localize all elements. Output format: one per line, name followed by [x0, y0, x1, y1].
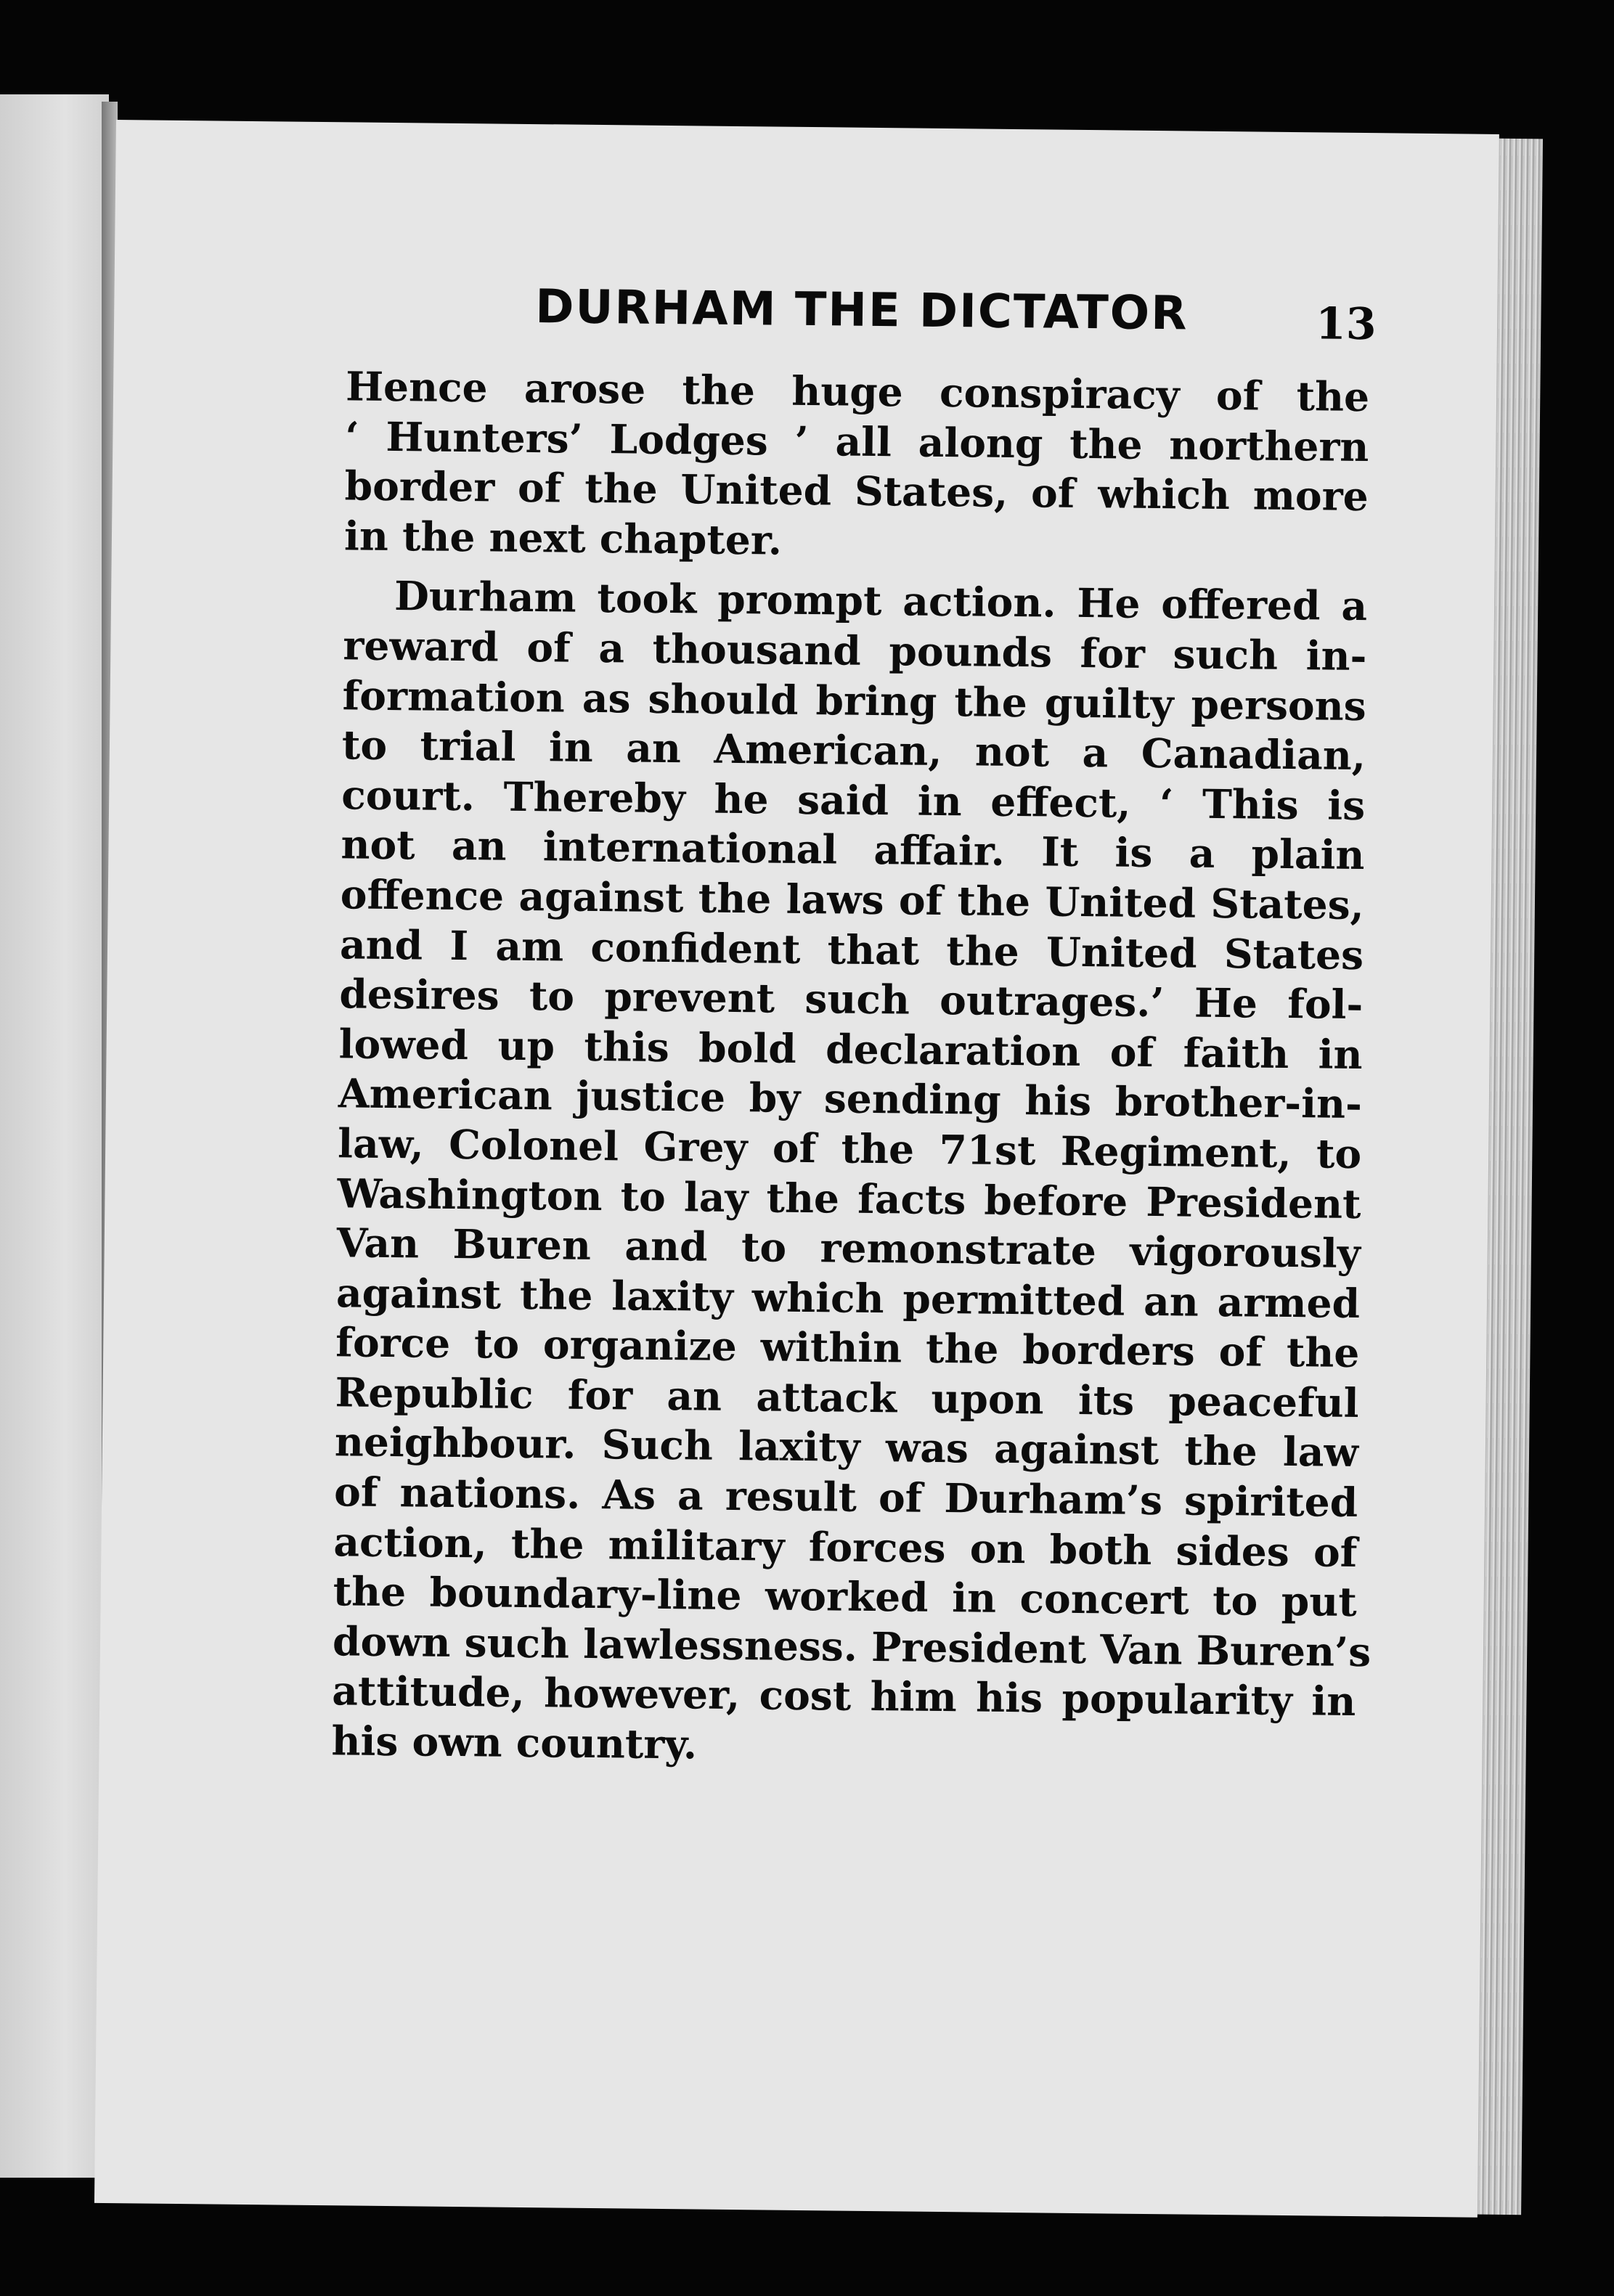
text-line: desires to prevent such outrages.’ He fol- — [339, 970, 1364, 1029]
text-line: of nations. As a result of Durham’s spirited — [333, 1468, 1358, 1527]
text-line: Washington to lay the facts before President — [337, 1169, 1361, 1227]
text-line: the boundary-line worked in concert to put — [333, 1567, 1358, 1626]
text-line: court. Thereby he said in effect, ‘ This is — [341, 771, 1366, 829]
text-line: reward of a thousand pounds for such in- — [343, 621, 1367, 680]
text-line: ‘ Hunters’ Lodges ’ all along the northern — [345, 412, 1369, 470]
text-line: action, the military forces on both sides of — [333, 1517, 1358, 1576]
text-line: force to organize within the borders of the — [335, 1318, 1360, 1377]
text-line: his own country. — [331, 1717, 698, 1768]
text-line: lowed up this bold declaration of faith in — [338, 1020, 1363, 1078]
facing-page-edge — [0, 94, 109, 2178]
text-line: law, Colonel Grey of the 71st Regiment, to — [337, 1119, 1362, 1177]
paragraph — [331, 571, 1372, 1777]
page-number: 13 — [1315, 298, 1377, 351]
text-line: American justice by sending his brother-in- — [338, 1069, 1363, 1128]
paragraph — [344, 361, 1370, 571]
book-page — [94, 120, 1499, 2218]
running-head-title: DURHAM THE DICTATOR — [534, 280, 1189, 341]
text-line: Hence arose the huge conspiracy of the — [345, 362, 1370, 421]
text-line: against the laxity which permitted an armed — [335, 1268, 1361, 1327]
text-line: in the next chapter. — [343, 512, 783, 564]
text-line: attitude, however, cost him his popularity in — [332, 1667, 1356, 1725]
running-head — [411, 279, 1428, 377]
text-line: and I am confident that the United States — [339, 920, 1364, 979]
body-text — [331, 361, 1372, 1776]
text-line: Republic for an attack upon its peaceful — [335, 1368, 1359, 1426]
text-line: border of the United States, of which more — [344, 462, 1369, 520]
text-line: not an international affair. It is a plain — [341, 820, 1365, 879]
text-line: offence against the laws of the United States, — [340, 870, 1365, 928]
text-line: Van Buren and to remonstrate vigorously — [336, 1219, 1361, 1278]
text-line: formation as should bring the guilty persons — [342, 671, 1366, 730]
text-line: to trial in an American, not a Canadian, — [341, 721, 1366, 780]
text-line: down such lawlessness. President Van Buren’s — [332, 1617, 1372, 1676]
text-line: Durham took prompt action. He offered a — [394, 572, 1368, 630]
text-line: neighbour. Such laxity was against the law — [334, 1418, 1359, 1476]
